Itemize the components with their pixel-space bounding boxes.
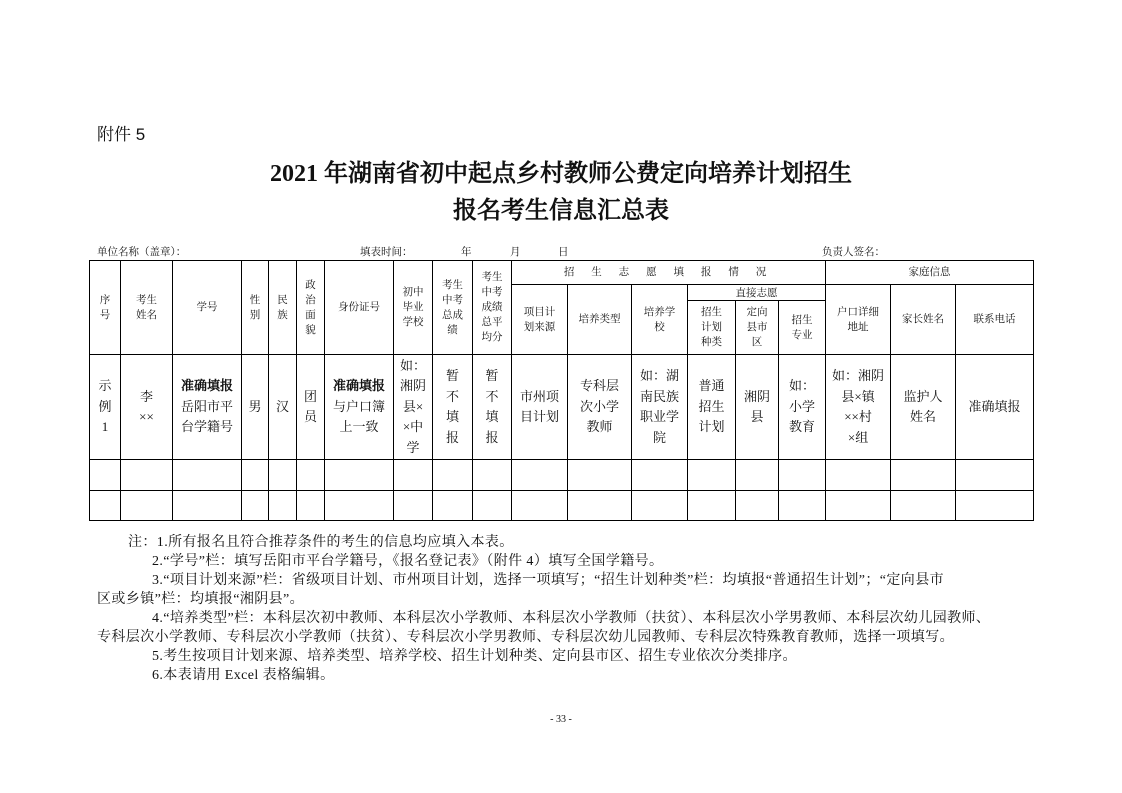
col-header-plan-source: 项目计 划来源 [512, 285, 568, 355]
empty-cell [891, 491, 956, 521]
unit-label: 单位名称（盖章）： [97, 246, 187, 258]
col-header-plan-category: 招生 计划 种类 [688, 301, 736, 355]
empty-cell [779, 460, 826, 491]
cell-exam-average: 暂 不 填 报 [473, 355, 512, 460]
col-header-target-county: 定向 县市 区 [736, 301, 779, 355]
col-header-address: 户口详细 地址 [826, 285, 891, 355]
table-header [90, 261, 1034, 355]
header-row-groups [90, 261, 1034, 285]
group-header-family: 家庭信息 [826, 261, 1034, 285]
date-year: 年 [461, 246, 472, 258]
cell-training-school: 如：湖 南民族 职业学 院 [632, 355, 688, 460]
empty-cell [121, 491, 173, 521]
empty-cell [433, 491, 473, 521]
cell-training-type: 专科层 次小学 教师 [568, 355, 632, 460]
empty-cell [512, 460, 568, 491]
empty-cell [512, 491, 568, 521]
page-title-line-1: 2021 年湖南省初中起点乡村教师公费定向培养计划招生 [270, 161, 852, 187]
empty-cell [269, 460, 297, 491]
empty-cell [956, 491, 1034, 521]
col-header-exam-average: 考生 中考 成绩 总平 均分 [473, 261, 512, 355]
date-day: 日 [558, 246, 569, 258]
col-header-junior-school: 初中 毕业 学校 [394, 261, 433, 355]
empty-cell [173, 491, 242, 521]
empty-cell [688, 491, 736, 521]
empty-cell [269, 491, 297, 521]
note-3-line-1: 3.“项目计划来源”栏：省级项目计划、市州项目计划，选择一项填写；“招生计划种类”栏：均填报“普通招生计划”；“定向县市 [152, 573, 944, 588]
empty-cell [242, 460, 269, 491]
note-2: 2.“学号”栏：填写岳阳市平台学籍号，《报名登记表》（附件 4）填写全国学籍号。 [152, 554, 664, 569]
empty-cell [90, 491, 121, 521]
note-5: 5.考生按项目计划来源、培养类型、培养学校、招生计划种类、定向县市区、招生专业依次分类排序。 [152, 649, 797, 664]
empty-cell [891, 460, 956, 491]
cell-ethnicity: 汉 [269, 355, 297, 460]
empty-cell [826, 460, 891, 491]
col-header-major: 招生 专业 [779, 301, 826, 355]
cell-target-county: 湘阴 县 [736, 355, 779, 460]
page-number: - 33 - [550, 714, 572, 725]
empty-cell [90, 460, 121, 491]
note-6: 6.本表请用 Excel 表格编辑。 [152, 668, 335, 683]
id-number-emphasis: 准确填报 [332, 378, 385, 394]
col-header-student-id: 学号 [173, 261, 242, 355]
col-header-gender: 性 别 [242, 261, 269, 355]
col-header-exam-total: 考生 中考 总成 绩 [433, 261, 473, 355]
cell-political-status: 团 员 [297, 355, 325, 460]
col-header-name: 考生 姓名 [121, 261, 173, 355]
empty-cell [242, 491, 269, 521]
student-id-emphasis: 准确填报 [180, 378, 233, 394]
cell-id-number [325, 355, 394, 460]
cell-plan-source: 市州项 目计划 [512, 355, 568, 460]
date-month: 月 [510, 246, 521, 258]
empty-cell [568, 491, 632, 521]
signer-label: 负责人签名： [822, 246, 885, 258]
group-header-application: 招 生 志 愿 填 报 情 况 [512, 261, 826, 285]
applicant-info-table [89, 260, 1034, 521]
cell-gender: 男 [242, 355, 269, 460]
table-row-example [90, 355, 1034, 460]
table-body [90, 355, 1034, 521]
note-4-line-1: 4.“培养类型”栏：本科层次初中教师、本科层次小学教师、本科层次小学教师（扶贫）、本科层次小学男教师、本科层次幼儿园教师、 [152, 611, 991, 626]
page-title-line-2: 报名考生信息汇总表 [453, 198, 669, 224]
empty-cell [325, 491, 394, 521]
empty-cell [473, 491, 512, 521]
empty-cell [297, 491, 325, 521]
empty-cell [394, 460, 433, 491]
table-row-blank [90, 491, 1034, 521]
cell-address: 如：湘阴 县×镇 ××村 ×组 [826, 355, 891, 460]
empty-cell [433, 460, 473, 491]
group-header-direct: 直接志愿 [688, 285, 826, 301]
col-header-id-number: 身份证号 [325, 261, 394, 355]
student-id-note: 岳阳市平 台学籍号 [180, 398, 233, 435]
note-4-line-2: 专科层次小学教师、专科层次小学教师（扶贫）、专科层次小学男教师、专科层次幼儿园教师、专科层次特殊教育教师，选择一项填写。 [97, 630, 954, 645]
empty-cell [297, 460, 325, 491]
cell-major: 如： 小学 教育 [779, 355, 826, 460]
cell-name: 李 ×× [121, 355, 173, 460]
empty-cell [121, 460, 173, 491]
empty-cell [568, 460, 632, 491]
date-label: 填表时间： [360, 246, 413, 258]
empty-cell [688, 460, 736, 491]
col-header-training-type: 培养类型 [568, 285, 632, 355]
col-header-political-status: 政 治 面 貌 [297, 261, 325, 355]
empty-cell [394, 491, 433, 521]
empty-cell [325, 460, 394, 491]
note-1: 注：1.所有报名且符合推荐条件的考生的信息均应填入本表。 [128, 535, 514, 550]
empty-cell [826, 491, 891, 521]
table-row-blank [90, 460, 1034, 491]
cell-student-id [173, 355, 242, 460]
empty-cell [736, 491, 779, 521]
col-header-serial: 序 号 [90, 261, 121, 355]
empty-cell [736, 460, 779, 491]
cell-plan-category: 普通 招生 计划 [688, 355, 736, 460]
cell-junior-school: 如： 湘阴 县× ×中 学 [394, 355, 433, 460]
cell-parent-name: 监护人 姓名 [891, 355, 956, 460]
attachment-label: 附件 5 [97, 125, 146, 144]
empty-cell [632, 491, 688, 521]
col-header-training-school: 培养学 校 [632, 285, 688, 355]
col-header-phone: 联系电话 [956, 285, 1034, 355]
col-header-ethnicity: 民 族 [269, 261, 297, 355]
empty-cell [173, 460, 242, 491]
note-3-line-2: 区或乡镇”栏：均填报“湘阴县”。 [97, 592, 305, 607]
empty-cell [779, 491, 826, 521]
empty-cell [632, 460, 688, 491]
col-header-parent-name: 家长姓名 [891, 285, 956, 355]
empty-cell [956, 460, 1034, 491]
cell-phone: 准确填报 [956, 355, 1034, 460]
id-number-note: 与户口簿 上一致 [332, 398, 385, 435]
cell-serial: 示 例 1 [90, 355, 121, 460]
empty-cell [473, 460, 512, 491]
cell-exam-total: 暂 不 填 报 [433, 355, 473, 460]
